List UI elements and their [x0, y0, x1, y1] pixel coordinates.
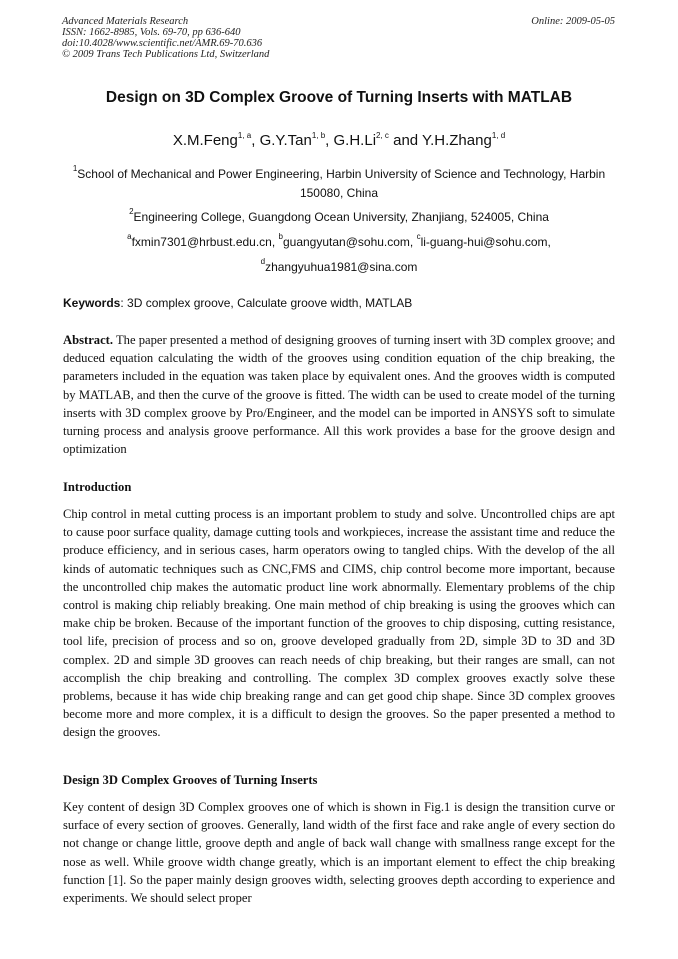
introduction-paragraph: Chip control in metal cutting process is an important problem to study and solve. Uncontrolled chips are apt to cause poor surface quality, damage cutting tools and workpieces, increase the assistant time and reduce the produce efficiency, and in serious cases, harm operators owing to tangled chips. With the develop of the all kinds of automatic techniques such as CNC,FMS and CIMS, chip control become more important, because the uncontrolled chip makes the automatic product line work abnormally. Elementary problems of the chip control is making chip reliably breaking. One main method of chip breaking is using the grooves which can make chip be broken. Because of the important function of the grooves to chip disposing, cutting resistance, tool life, precision of process and so on, groove developed gradually from 2D, simple 3D to 3D and 3D complex. 2D and simple 3D grooves can reach needs of chip breaking, but their ranges are small, can not accomplish the chip breaking and controlling. The complex 3D complex grooves exactly solve these problems, because it has wide chip breaking range and can get good chip shape. Since 3D complex grooves become more and more complex, it is a difficult to design the grooves. So the paper presented a method to design the grooves. [63, 507, 615, 740]
affiliation-text: Engineering College, Guangdong Ocean University, Zhanjiang, 524005, China [133, 210, 549, 224]
affiliation-text: School of Mechanical and Power Engineering, Harbin University of Science and Technology, Harbin 150080, China [77, 167, 606, 200]
author-sup: 1, d [491, 131, 506, 140]
online-date: Online: 2009-05-05 [531, 16, 615, 27]
doi-line: doi:10.4028/www.scientific.net/AMR.69-70.636 [62, 38, 263, 49]
author-sup: 1, b [311, 131, 326, 140]
affiliation-sup: 2 [129, 207, 134, 216]
abstract-text: The paper presented a method of designing grooves of turning insert with 3D complex groove; and deduced equation calculating the width of the grooves using condition equation of the chip breaking, the parameters included in the equation was taken place by equivalent ones. And the grooves width is computed by MATLAB, and then the curve of the groove is fitted. The width can be used to create model of the turning inserts with 3D complex groove by Pro/Engineer, and the model can be imported in ANSYS soft to simulate turning process and analysis groove performance. All this work provides a base for the groove design and optimization [63, 333, 615, 457]
email-sup: b [278, 232, 283, 241]
author-separator: , [325, 132, 334, 149]
author-sup: 1, a [237, 131, 252, 140]
author-sup: 2, c [376, 131, 389, 140]
author-name: X.M.Feng [172, 132, 238, 149]
email-sup: c [416, 232, 421, 241]
journal-header [62, 16, 269, 60]
email-list [70, 233, 608, 252]
email-link[interactable]: guangyutan@sohu.com, [282, 235, 417, 249]
email-line-2 [70, 258, 608, 277]
keywords [63, 296, 412, 310]
affiliation-sup: 1 [72, 164, 78, 173]
affiliation-2 [70, 208, 608, 227]
copyright-line: © 2009 Trans Tech Publications Ltd, Switzerland [62, 49, 270, 60]
keywords-label: Keywords [63, 296, 121, 310]
affiliation-1 [70, 165, 608, 203]
author-separator: , [251, 132, 260, 149]
author-name: G.H.Li [333, 132, 377, 149]
author-list [0, 132, 678, 149]
email-link[interactable]: zhangyuhua1981@sina.com [265, 260, 418, 274]
author-name: Y.H.Zhang [422, 132, 492, 149]
keywords-text: : 3D complex groove, Calculate groove width, MATLAB [120, 296, 413, 310]
email-sup: d [260, 257, 266, 266]
section-heading-design: Design 3D Complex Grooves of Turning Inserts [63, 773, 318, 787]
journal-name: Advanced Materials Research [62, 16, 189, 27]
issn-line: ISSN: 1662-8985, Vols. 69-70, pp 636-640 [62, 27, 241, 38]
author-separator: and [388, 132, 423, 149]
abstract-label: Abstract. [63, 333, 114, 347]
email-link[interactable]: fxmin7301@hrbust.edu.cn, [131, 235, 279, 249]
paper-title: Design on 3D Complex Groove of Turning Inserts with MATLAB [105, 89, 573, 106]
design-paragraph: Key content of design 3D Complex grooves one of which is shown in Fig.1 is design the transition curve or surface of every section of grooves. Generally, land width of the first face and rake angle of every section do not change or change little, groove depth and angle of back wall change with smallness range except for the nose as well. While groove width change greatly, which is an important element to effect the chip breaking function [1]. So the paper mainly design grooves width, selecting grooves depth according to experience and experiments. We should select proper [63, 800, 615, 906]
author-name: G.Y.Tan [259, 132, 312, 149]
email-sup: a [127, 232, 132, 241]
abstract [63, 331, 615, 458]
section-heading-introduction: Introduction [63, 480, 132, 494]
email-link[interactable]: li-guang-hui@sohu.com, [420, 235, 551, 249]
